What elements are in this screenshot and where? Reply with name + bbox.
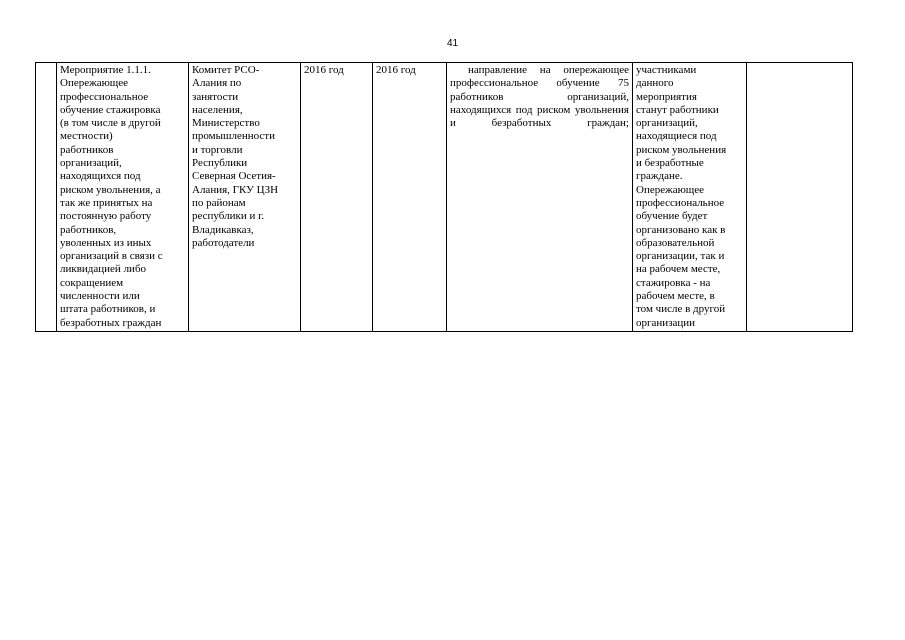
- direction-text: направление на опережающее профессиональное обучение 75 работников организаций, находящихся под риском увольнения и безработных граждан;: [450, 64, 629, 130]
- program-table: [35, 62, 853, 332]
- start-year-cell: [301, 63, 373, 332]
- event-text: Мероприятие 1.1.1. Опережающее профессиональное обучение стажировка (в том числе в другой местности) работников организаций, находящихся под риском увольнения, а так же принятых на постоянную работу работников, уволенных из иных организаций в связи с ликвидацией либо сокращением численности или штата работников, и безработных граждан: [60, 64, 163, 329]
- row-number-cell: [36, 63, 57, 332]
- start-year-text: 2016 год: [304, 64, 344, 76]
- end-year-cell: [373, 63, 447, 332]
- direction-cell: [447, 63, 633, 332]
- result-text: участниками данного мероприятия станут работники организаций, находящиеся под риском увольнения и безработные граждане. Опережающее профессиональное обучение будет организовано как в образовательной организации, так и на рабочем месте, стажировка - на рабочем месте, в том числе в другой организации: [636, 64, 727, 329]
- table-row: [36, 63, 853, 332]
- end-year-text: 2016 год: [376, 64, 416, 76]
- event-cell: [57, 63, 189, 332]
- page-number: 41: [446, 38, 459, 49]
- executor-text: Комитет РСО- Алания по занятости населения, Министерство промышленности и торговли Республики Северная Осетия- Алания, ГКУ ЦЗН по районам республики и г. Владикавказ, работодатели: [192, 64, 279, 249]
- last-cell: [747, 63, 853, 332]
- executor-cell: [189, 63, 301, 332]
- result-cell: [633, 63, 747, 332]
